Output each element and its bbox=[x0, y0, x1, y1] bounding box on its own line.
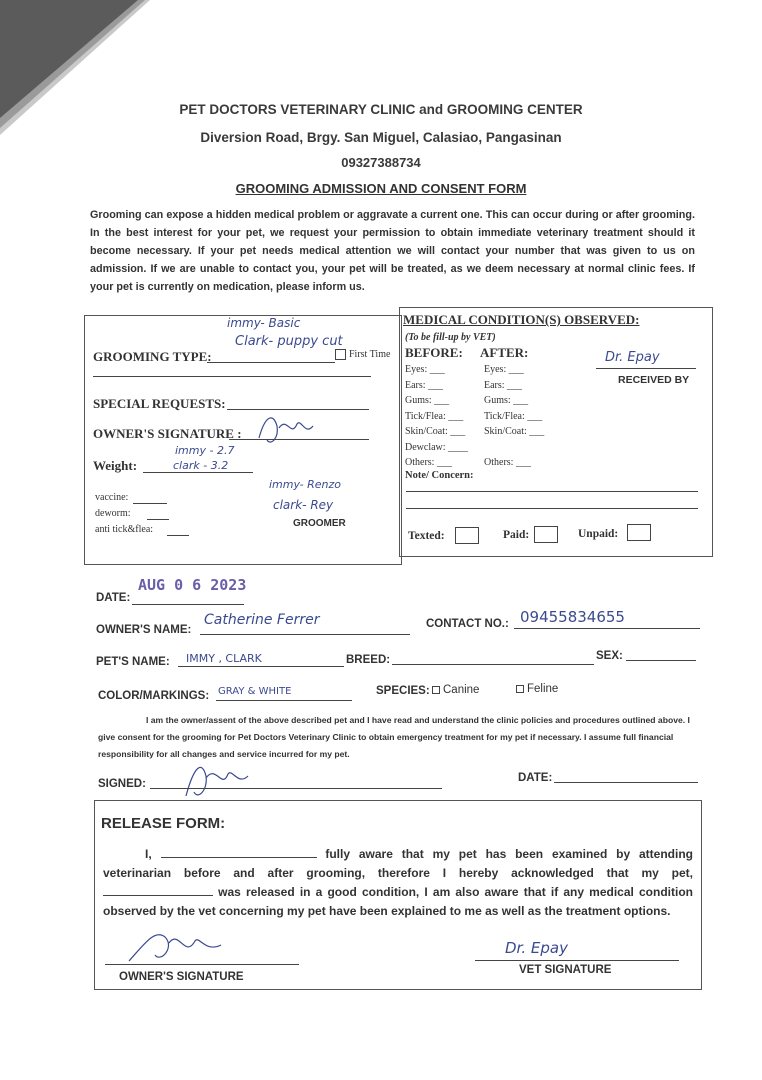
canine-label: Canine bbox=[443, 684, 480, 696]
folded-page-corner bbox=[0, 0, 150, 140]
signed-label: SIGNED: bbox=[98, 778, 146, 790]
after-label: AFTER: bbox=[480, 345, 529, 360]
feline-label: Feline bbox=[527, 683, 559, 695]
contact-value: 09455834655 bbox=[520, 608, 625, 626]
contact-label: CONTACT NO.: bbox=[426, 618, 509, 630]
weight-value-1: immy - 2.7 bbox=[175, 444, 235, 457]
owner-release-signature-mark bbox=[125, 923, 235, 973]
color-markings-label: COLOR/MARKINGS: bbox=[98, 690, 210, 702]
unpaid-label: Unpaid: bbox=[578, 528, 619, 540]
sex-label: SEX: bbox=[596, 650, 623, 662]
after-list: Eyes: ___ Ears: ___ Gums: ___ Tick/Flea: ___ Skin/Coat: ___ Others: ___ bbox=[484, 364, 545, 468]
pet-name-value: IMMY , CLARK bbox=[186, 652, 262, 665]
owner-signature-release-label: OWNER'S SIGNATURE bbox=[119, 971, 244, 983]
consent-date-label: DATE: bbox=[518, 772, 553, 784]
grooming-info-box bbox=[84, 315, 402, 565]
groomer-label: GROOMER bbox=[293, 518, 346, 529]
before-label: BEFORE: bbox=[405, 345, 463, 360]
clinic-address: Diversion Road, Brgy. San Miguel, Calasiao, Pangasinan bbox=[200, 130, 562, 145]
first-time-label: First Time bbox=[349, 349, 391, 360]
release-paragraph: I, fully aware that my pet has been examined by attending veterinarian before and after grooming, therefore I hereby acknowledged that my pet, was released in a good condition, I am also aware that if any medical condition observed by the vet concerning my pet have been explained to me as well as the treatment options. bbox=[103, 847, 693, 918]
before-list: Eyes: ___ Ears: ___ Gums: ___ Tick/Flea: ___ Skin/Coat: ___ Dewclaw: ____ Others: ___ bbox=[405, 364, 469, 468]
feline-option[interactable] bbox=[516, 683, 558, 695]
consent-paragraph: I am the owner/assent of the above described pet and I have read and understand the clinic policies and procedures outlined above. I give consent for the grooming for Pet Doctors Veterinary Clinic to obtain emergency treatment for my pet if necessary. I assume full financial responsibility for all changes and service incurred for my pet. bbox=[98, 715, 690, 759]
clinic-name: PET DOCTORS VETERINARY CLINIC and GROOMING CENTER bbox=[179, 102, 583, 117]
canine-option[interactable] bbox=[432, 684, 479, 696]
special-requests-label: SPECIAL REQUESTS: bbox=[93, 396, 226, 411]
vet-signature-label: VET SIGNATURE bbox=[519, 964, 612, 976]
date-stamp: AUG 0 6 2023 bbox=[138, 576, 247, 594]
medical-condition-box bbox=[399, 307, 713, 557]
note-concern-label: Note/ Concern: bbox=[405, 470, 474, 481]
medical-title: MEDICAL CONDITION(S) OBSERVED: bbox=[403, 312, 640, 327]
vet-signature-value: Dr. Epay bbox=[505, 939, 568, 957]
release-form-box bbox=[94, 800, 702, 990]
groomer-value-1: immy- Renzo bbox=[269, 478, 341, 491]
paid-checkbox[interactable] bbox=[534, 526, 558, 543]
date-label: DATE: bbox=[96, 592, 131, 604]
owner-signature-label: OWNER'S SIGNATURE : bbox=[93, 426, 242, 441]
pet-name-label: PET'S NAME: bbox=[96, 656, 170, 668]
grooming-type-value-1: immy- Basic bbox=[227, 316, 301, 330]
medical-subtitle: (To be fill-up by VET) bbox=[405, 332, 496, 343]
anti-tick-flea-label: anti tick&flea: bbox=[95, 524, 154, 535]
clinic-phone: 09327388734 bbox=[341, 155, 421, 170]
release-title: RELEASE FORM: bbox=[101, 815, 226, 832]
vaccine-label: vaccine: bbox=[95, 492, 129, 503]
groomer-value-2: clark- Rey bbox=[273, 498, 334, 512]
color-markings-value: GRAY & WHITE bbox=[218, 686, 292, 697]
owner-name-label: OWNER'S NAME: bbox=[96, 624, 192, 636]
first-time-checkbox[interactable] bbox=[335, 349, 390, 360]
paid-label: Paid: bbox=[503, 529, 530, 541]
grooming-type-value-2: Clark- puppy cut bbox=[235, 334, 343, 349]
received-by-value: Dr. Epay bbox=[605, 350, 660, 365]
form-title: GROOMING ADMISSION AND CONSENT FORM bbox=[235, 181, 527, 196]
intro-paragraph: Grooming can expose a hidden medical problem or aggravate a current one. This can occur during or after grooming. In the best interest for your pet, we request your permission to obtain immediate veterinary treatment should it become necessary. If your pet needs medical attention we will contact your number that was given to us on admission. If we are unable to contact you, your pet will be treated, as we deem necessary at normal clinic fees. If your pet is currently on medication, please inform us. bbox=[90, 209, 695, 293]
weight-label: Weight: bbox=[93, 458, 138, 473]
texted-checkbox[interactable] bbox=[455, 527, 479, 544]
owner-name-value: Catherine Ferrer bbox=[204, 612, 320, 628]
received-by-label: RECEIVED BY bbox=[618, 374, 690, 386]
texted-label: Texted: bbox=[408, 530, 445, 542]
species-label: SPECIES: bbox=[376, 685, 430, 697]
breed-label: BREED: bbox=[346, 654, 391, 666]
deworm-label: deworm: bbox=[95, 508, 131, 519]
weight-value-2: clark - 3.2 bbox=[173, 459, 229, 472]
unpaid-checkbox[interactable] bbox=[627, 524, 651, 541]
grooming-type-label: GROOMING TYPE: bbox=[93, 349, 212, 364]
owner-signature-mark bbox=[251, 408, 321, 450]
